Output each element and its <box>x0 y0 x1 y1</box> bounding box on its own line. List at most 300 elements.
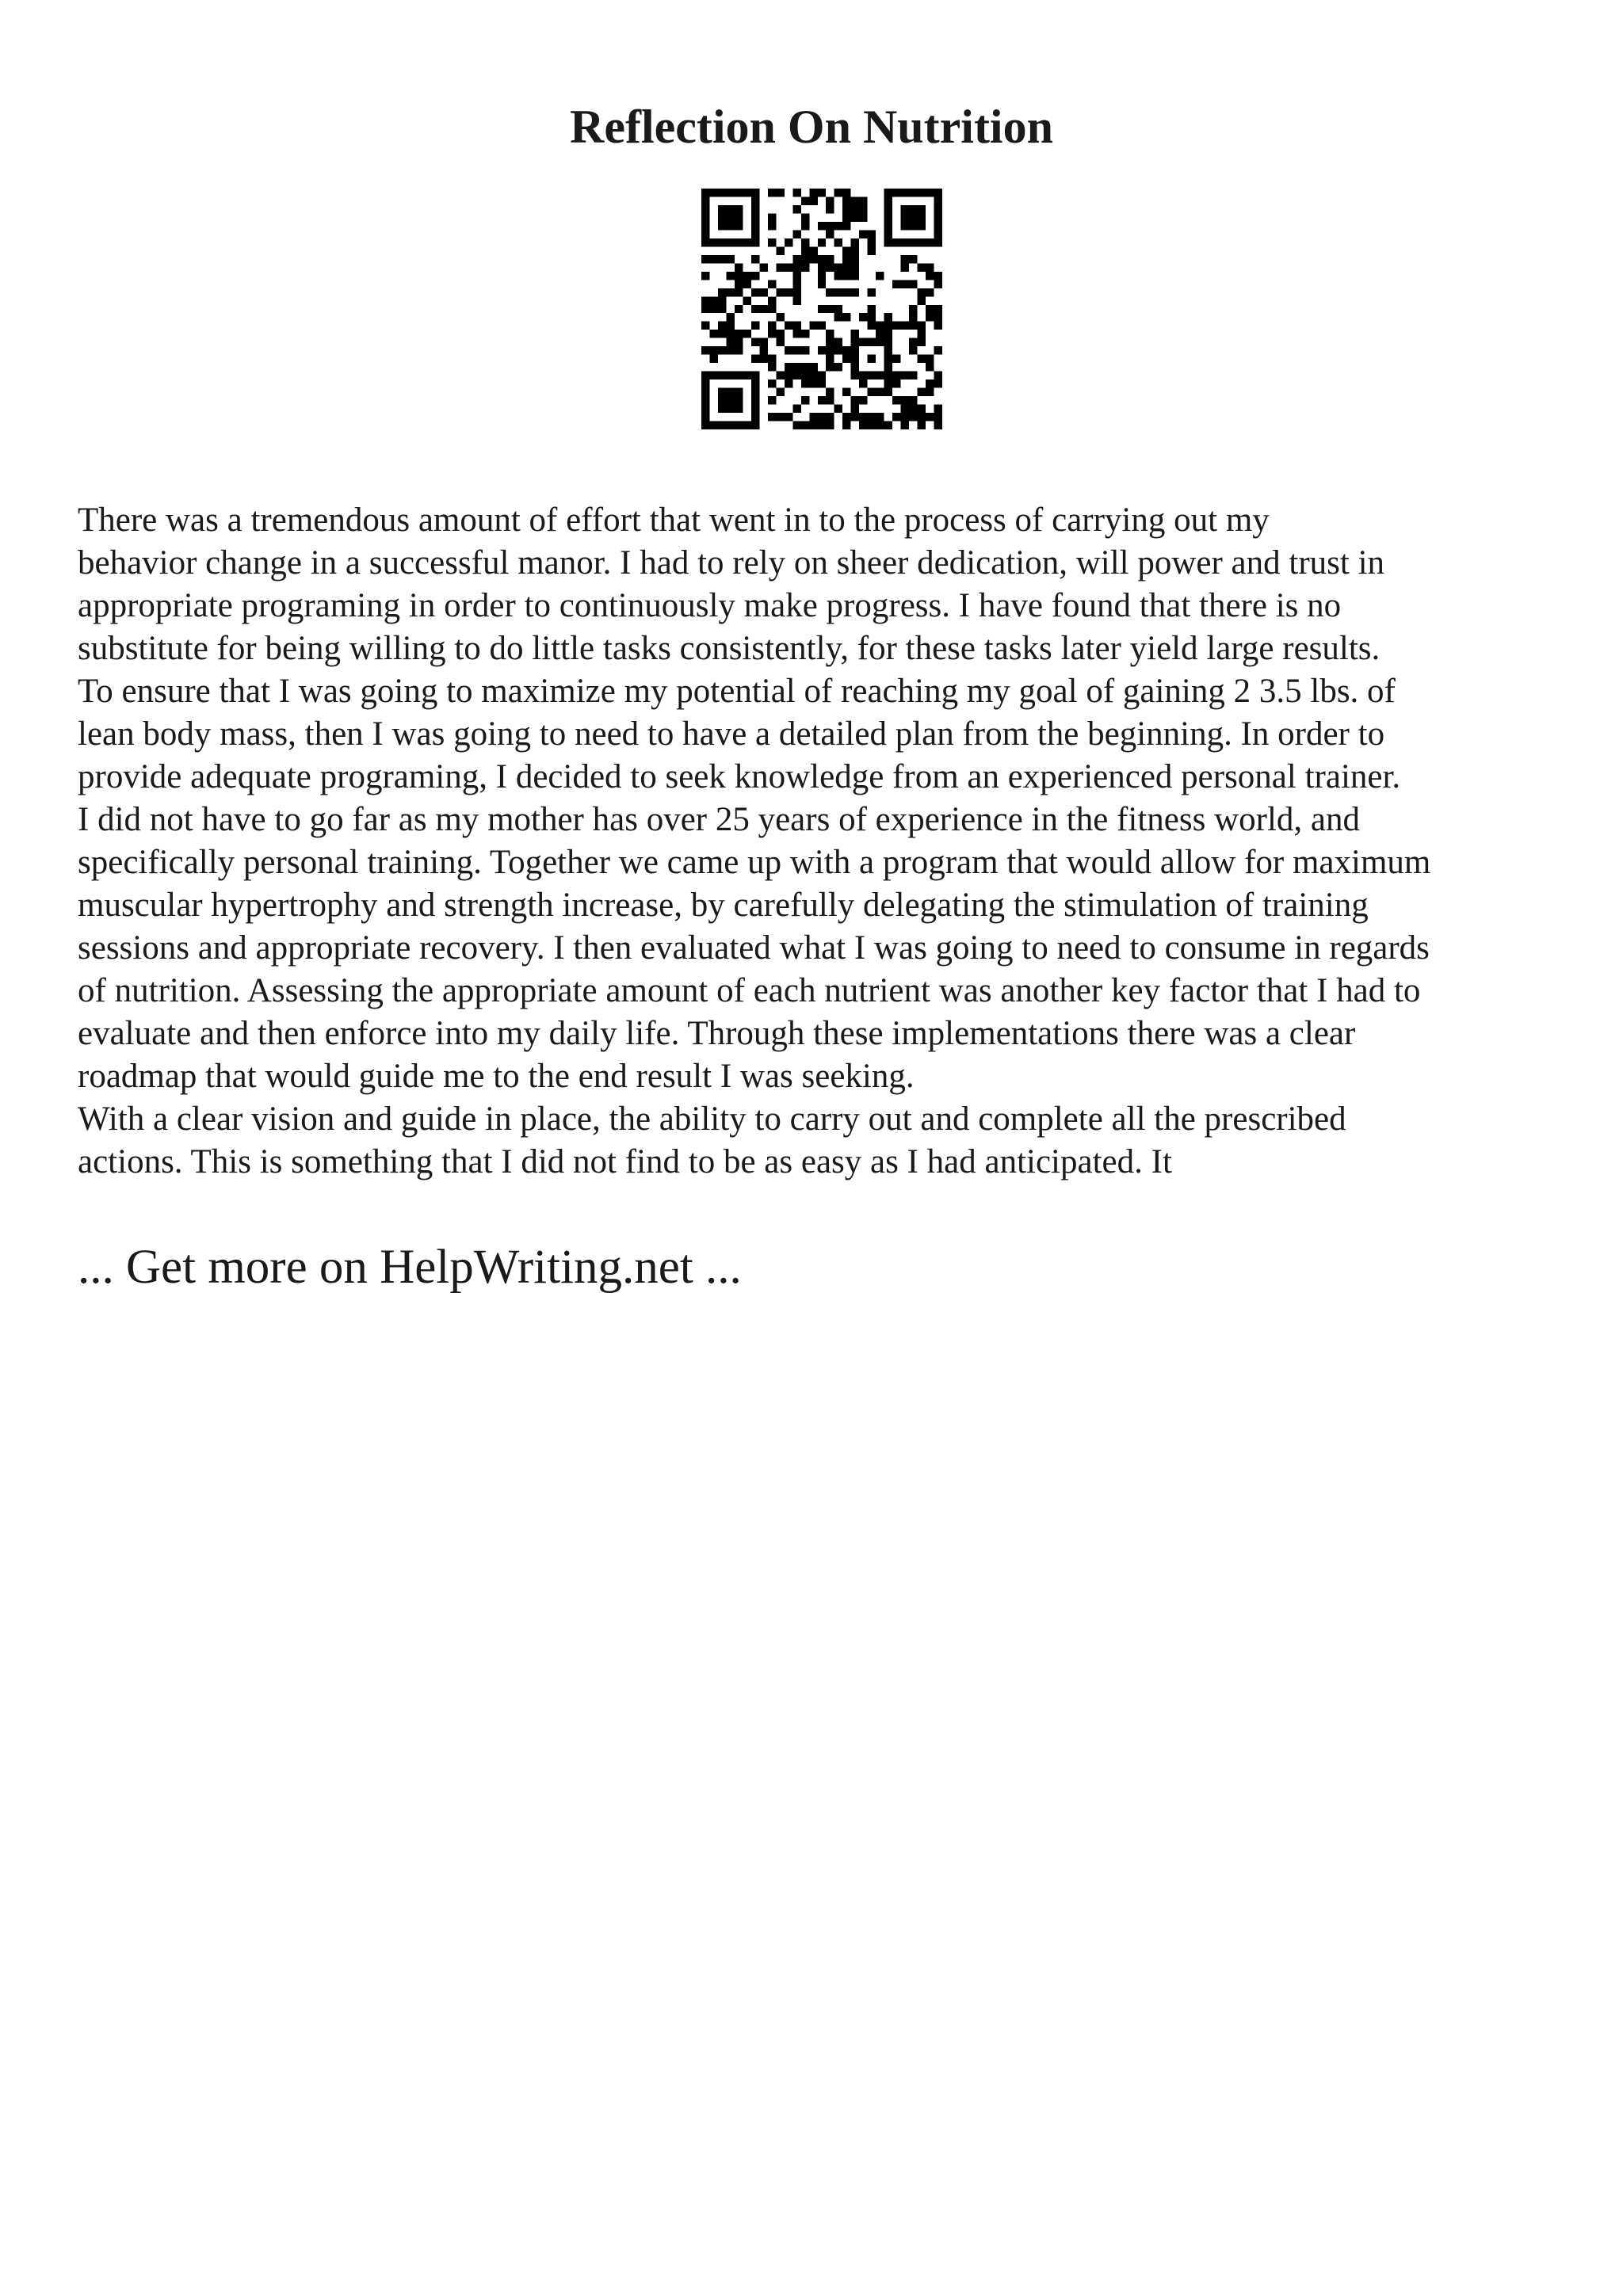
qr-module <box>718 346 726 354</box>
qr-module <box>842 413 850 421</box>
qr-module <box>859 413 867 421</box>
qr-module <box>892 372 900 379</box>
qr-module <box>842 189 850 196</box>
body-text <box>78 499 1568 1184</box>
qr-module <box>792 230 800 238</box>
qr-module <box>735 421 743 429</box>
qr-module <box>876 421 884 429</box>
qr-module <box>918 355 926 363</box>
qr-module <box>868 313 876 321</box>
qr-module <box>826 288 834 296</box>
qr-module <box>776 413 784 421</box>
qr-module <box>801 213 809 221</box>
qr-module <box>751 189 759 196</box>
qr-module <box>751 205 759 213</box>
qr-module <box>892 322 900 330</box>
qr-code-icon <box>701 189 942 429</box>
qr-module <box>809 421 817 429</box>
qr-module <box>909 238 917 246</box>
qr-module <box>909 222 917 230</box>
qr-module <box>868 338 876 346</box>
qr-module <box>785 288 792 296</box>
qr-module <box>726 396 734 404</box>
qr-module <box>768 379 776 387</box>
qr-module <box>735 189 743 196</box>
qr-module <box>709 330 717 338</box>
qr-module <box>851 255 859 263</box>
qr-module <box>768 413 776 421</box>
qr-module <box>701 372 709 379</box>
qr-module <box>818 272 826 280</box>
qr-module <box>701 189 709 196</box>
qr-module <box>876 413 884 421</box>
qr-module <box>926 388 934 396</box>
qr-module <box>785 322 792 330</box>
qr-module <box>726 272 734 280</box>
qr-module <box>884 338 892 346</box>
qr-module <box>851 263 859 271</box>
get-more-link[interactable]: ... Get more on HelpWriting.net ... <box>78 1241 742 1294</box>
qr-module <box>801 238 809 246</box>
qr-module <box>851 196 859 204</box>
qr-module <box>751 388 759 396</box>
qr-module <box>918 388 926 396</box>
qr-module <box>934 213 942 221</box>
qr-module <box>851 372 859 379</box>
qr-module <box>909 213 917 221</box>
qr-module <box>792 288 800 296</box>
qr-module <box>901 189 909 196</box>
qr-module <box>918 322 926 330</box>
qr-module <box>901 238 909 246</box>
qr-module <box>826 222 834 230</box>
qr-module <box>718 213 726 221</box>
qr-module <box>826 413 834 421</box>
qr-module <box>834 238 842 246</box>
qr-module <box>934 405 942 413</box>
body-line: With a clear vision and guide in place, the ability to carry out and complete all the prescribed <box>78 1100 1346 1138</box>
qr-module <box>701 413 709 421</box>
qr-module <box>859 205 867 213</box>
qr-module <box>934 305 942 313</box>
qr-module <box>785 238 792 246</box>
qr-module <box>859 379 867 387</box>
qr-module <box>834 222 842 230</box>
qr-module <box>909 322 917 330</box>
qr-module <box>701 305 709 313</box>
qr-module <box>701 238 709 246</box>
qr-module <box>892 413 900 421</box>
qr-module <box>701 205 709 213</box>
qr-module <box>834 363 842 371</box>
qr-module <box>768 189 776 196</box>
qr-module <box>785 263 792 271</box>
qr-module <box>918 330 926 338</box>
qr-module <box>801 346 809 354</box>
qr-module <box>926 379 934 387</box>
qr-module <box>826 363 834 371</box>
qr-module <box>868 388 876 396</box>
qr-module <box>834 313 842 321</box>
qr-module <box>751 305 759 313</box>
qr-module <box>842 255 850 263</box>
qr-module <box>851 213 859 221</box>
qr-module <box>851 238 859 246</box>
qr-module <box>909 405 917 413</box>
qr-module <box>818 346 826 354</box>
qr-module <box>834 189 842 196</box>
qr-module <box>751 288 759 296</box>
qr-module <box>892 238 900 246</box>
body-line: To ensure that I was going to maximize my potential of reaching my goal of gaining 2 3.5 lbs. of <box>78 673 1396 710</box>
qr-module <box>934 196 942 204</box>
qr-module <box>751 272 759 280</box>
qr-module <box>901 205 909 213</box>
qr-module <box>726 322 734 330</box>
qr-module <box>926 363 934 371</box>
qr-module <box>718 396 726 404</box>
qr-module <box>792 272 800 280</box>
body-line: evaluate and then enforce into my daily life. Through these implementations there was a clear <box>78 1015 1356 1052</box>
qr-module <box>909 305 917 313</box>
qr-module <box>834 305 842 313</box>
qr-module <box>743 330 750 338</box>
qr-module <box>826 305 834 313</box>
qr-module <box>909 313 917 321</box>
qr-module <box>726 372 734 379</box>
body-line: behavior change in a successful manor. I had to rely on sheer dedication, will power and trust in <box>78 544 1385 582</box>
qr-module <box>884 379 892 387</box>
qr-module <box>818 413 826 421</box>
qr-module <box>768 396 776 404</box>
qr-module <box>792 330 800 338</box>
qr-module <box>884 388 892 396</box>
qr-module <box>868 372 876 379</box>
qr-module <box>934 189 942 196</box>
qr-module <box>818 222 826 230</box>
qr-module <box>909 396 917 404</box>
qr-module <box>876 338 884 346</box>
qr-module <box>735 238 743 246</box>
qr-module <box>792 280 800 288</box>
qr-module <box>884 205 892 213</box>
qr-module <box>792 405 800 413</box>
qr-module <box>718 372 726 379</box>
qr-module <box>826 421 834 429</box>
qr-module <box>826 396 834 404</box>
qr-module <box>735 388 743 396</box>
qr-module <box>884 238 892 246</box>
qr-module <box>884 230 892 238</box>
qr-module <box>743 421 750 429</box>
qr-module <box>926 305 934 313</box>
qr-module <box>801 421 809 429</box>
qr-module <box>809 196 817 204</box>
qr-module <box>801 222 809 230</box>
qr-module <box>792 205 800 213</box>
qr-module <box>759 338 767 346</box>
qr-module <box>909 205 917 213</box>
qr-module <box>851 272 859 280</box>
qr-module <box>842 222 850 230</box>
qr-module <box>759 346 767 354</box>
qr-module <box>701 379 709 387</box>
qr-module <box>735 288 743 296</box>
qr-module <box>743 238 750 246</box>
qr-module <box>759 288 767 296</box>
qr-module <box>826 388 834 396</box>
body-line: substitute for being willing to do little tasks consistently, for these tasks later yield large results. <box>78 630 1381 667</box>
qr-module <box>918 421 926 429</box>
qr-module <box>785 372 792 379</box>
qr-module <box>792 255 800 263</box>
qr-module <box>926 272 934 280</box>
qr-module <box>868 413 876 421</box>
qr-module <box>818 263 826 271</box>
qr-module <box>859 196 867 204</box>
qr-module <box>876 372 884 379</box>
qr-module <box>726 238 734 246</box>
qr-module <box>901 222 909 230</box>
qr-module <box>851 363 859 371</box>
qr-module <box>776 246 784 254</box>
qr-module <box>735 305 743 313</box>
qr-module <box>701 405 709 413</box>
qr-module <box>876 322 884 330</box>
qr-module <box>909 189 917 196</box>
qr-module <box>792 263 800 271</box>
qr-module <box>801 396 809 404</box>
qr-module <box>851 405 859 413</box>
qr-module <box>718 255 726 263</box>
page-title: Reflection On Nutrition <box>570 101 1053 153</box>
qr-module <box>934 413 942 421</box>
qr-module <box>818 379 826 387</box>
qr-module <box>709 255 717 263</box>
qr-module <box>718 421 726 429</box>
qr-module <box>768 238 776 246</box>
qr-module <box>818 372 826 379</box>
qr-module <box>701 272 709 280</box>
qr-module <box>751 238 759 246</box>
qr-module <box>768 330 776 338</box>
body-line: of nutrition. Assessing the appropriate amount of each nutrient was another key factor that I had to <box>78 972 1421 1009</box>
qr-module <box>884 313 892 321</box>
qr-module <box>743 272 750 280</box>
qr-module <box>751 396 759 404</box>
qr-module <box>851 413 859 421</box>
qr-module <box>926 313 934 321</box>
qr-module <box>884 330 892 338</box>
qr-module <box>826 355 834 363</box>
qr-module <box>718 322 726 330</box>
qr-module <box>842 246 850 254</box>
body-line: lean body mass, then I was going to need to have a detailed plan from the beginning. In order to <box>78 715 1385 753</box>
qr-module <box>901 413 909 421</box>
qr-module <box>751 421 759 429</box>
qr-module <box>701 196 709 204</box>
qr-module <box>842 213 850 221</box>
qr-module <box>834 263 842 271</box>
qr-module <box>918 189 926 196</box>
qr-module <box>876 272 884 280</box>
qr-module <box>768 222 776 230</box>
qr-module <box>934 238 942 246</box>
qr-module <box>801 379 809 387</box>
qr-module <box>785 363 792 371</box>
qr-module <box>809 189 817 196</box>
qr-module <box>818 238 826 246</box>
qr-module <box>842 288 850 296</box>
qr-module <box>726 405 734 413</box>
qr-module <box>884 363 892 371</box>
qr-module <box>768 322 776 330</box>
qr-module <box>785 379 792 387</box>
qr-module <box>834 405 842 413</box>
qr-module <box>868 305 876 313</box>
qr-module <box>859 338 867 346</box>
qr-module <box>884 213 892 221</box>
qr-module <box>776 313 784 321</box>
qr-module <box>826 330 834 338</box>
qr-module <box>809 413 817 421</box>
qr-module <box>709 421 717 429</box>
qr-module <box>726 338 734 346</box>
qr-module <box>851 205 859 213</box>
qr-module <box>868 355 876 363</box>
qr-module <box>842 263 850 271</box>
qr-module <box>751 230 759 238</box>
qr-code-graphic <box>701 189 942 429</box>
qr-module <box>818 421 826 429</box>
qr-module <box>868 322 876 330</box>
body-line: specifically personal training. Together we came up with a program that would allow for maximum <box>78 844 1431 881</box>
qr-module <box>826 338 834 346</box>
qr-module <box>842 205 850 213</box>
qr-module <box>718 305 726 313</box>
qr-module <box>801 372 809 379</box>
qr-module <box>842 421 850 429</box>
qr-module <box>818 280 826 288</box>
qr-module <box>701 322 709 330</box>
qr-module <box>934 205 942 213</box>
qr-module <box>759 355 767 363</box>
qr-module <box>718 296 726 304</box>
qr-module <box>826 230 834 238</box>
qr-module <box>743 296 750 304</box>
qr-module <box>792 421 800 429</box>
qr-module <box>934 272 942 280</box>
qr-module <box>859 213 867 221</box>
qr-module <box>884 196 892 204</box>
qr-module <box>809 379 817 387</box>
qr-module <box>909 255 917 263</box>
qr-module <box>918 288 926 296</box>
qr-module <box>826 346 834 354</box>
qr-module <box>809 322 817 330</box>
qr-module <box>701 222 709 230</box>
qr-module <box>926 238 934 246</box>
qr-module <box>818 255 826 263</box>
qr-module <box>743 280 750 288</box>
qr-module <box>809 246 817 254</box>
qr-module <box>701 421 709 429</box>
qr-module <box>859 421 867 429</box>
qr-module <box>851 346 859 354</box>
body-line: actions. This is something that I did not find to be as easy as I had anticipated. It <box>78 1143 1172 1180</box>
qr-module <box>918 405 926 413</box>
qr-module <box>735 213 743 221</box>
qr-module <box>701 230 709 238</box>
qr-module <box>735 346 743 354</box>
qr-module <box>901 255 909 263</box>
qr-module <box>792 322 800 330</box>
qr-module <box>801 263 809 271</box>
qr-module <box>859 396 867 404</box>
qr-module <box>842 355 850 363</box>
qr-module <box>743 372 750 379</box>
qr-module <box>926 413 934 421</box>
qr-module <box>826 205 834 213</box>
qr-module <box>776 388 784 396</box>
qr-module <box>901 280 909 288</box>
qr-module <box>735 280 743 288</box>
qr-module <box>892 379 900 387</box>
qr-module <box>926 355 934 363</box>
qr-module <box>909 338 917 346</box>
qr-module <box>918 238 926 246</box>
qr-module <box>934 313 942 321</box>
qr-module <box>776 263 784 271</box>
qr-module <box>801 196 809 204</box>
qr-module <box>751 196 759 204</box>
qr-module <box>718 388 726 396</box>
body-line: I did not have to go far as my mother has over 25 years of experience in the fitness world, and <box>78 801 1360 838</box>
qr-module <box>851 288 859 296</box>
qr-module <box>934 346 942 354</box>
qr-module <box>709 238 717 246</box>
qr-module <box>701 388 709 396</box>
qr-module <box>934 322 942 330</box>
qr-module <box>934 372 942 379</box>
qr-module <box>851 396 859 404</box>
qr-module <box>709 305 717 313</box>
qr-module <box>792 363 800 371</box>
qr-module <box>735 372 743 379</box>
qr-module <box>726 189 734 196</box>
qr-module <box>926 189 934 196</box>
qr-module <box>709 372 717 379</box>
qr-module <box>768 363 776 371</box>
qr-module <box>868 238 876 246</box>
qr-module <box>726 255 734 263</box>
qr-module <box>934 280 942 288</box>
qr-module <box>842 313 850 321</box>
qr-module <box>809 255 817 263</box>
qr-module <box>768 305 776 313</box>
qr-module <box>735 222 743 230</box>
qr-module <box>718 405 726 413</box>
qr-module <box>709 296 717 304</box>
qr-module <box>884 372 892 379</box>
qr-module <box>834 272 842 280</box>
qr-module <box>768 355 776 363</box>
qr-module <box>926 263 934 271</box>
qr-module <box>826 263 834 271</box>
qr-module <box>768 213 776 221</box>
qr-module <box>818 305 826 313</box>
qr-module <box>735 405 743 413</box>
